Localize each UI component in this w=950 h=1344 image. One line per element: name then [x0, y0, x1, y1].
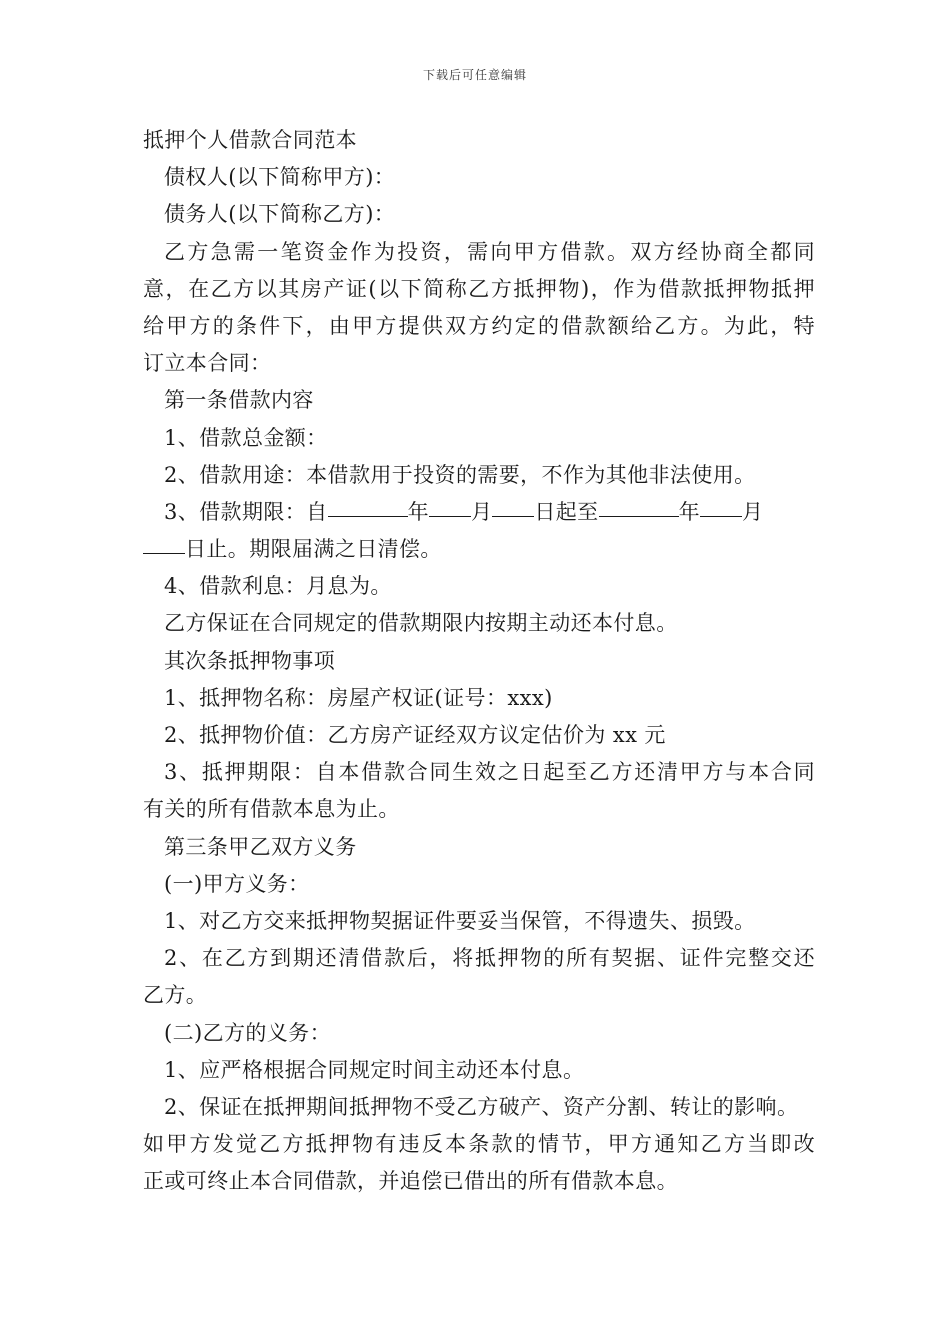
partyA-item2-line2: 乙方。: [143, 983, 208, 1008]
page-header-note: 下载后可任意编辑: [422, 68, 527, 82]
debtor-line: 债务人(以下简称乙方)：: [164, 202, 396, 227]
end-year-label: 年: [678, 499, 700, 524]
contract-title: 抵押个人借款合同范本: [143, 128, 357, 152]
partyB-item1: 1、应严格根据合同规定时间主动还本付息。: [164, 1057, 585, 1082]
article2-heading: 其次条抵押物事项: [164, 648, 336, 673]
partyB-heading: (二)乙方的义务：: [164, 1020, 331, 1045]
end-day-blank: [143, 531, 185, 554]
preamble-line-4: 订立本合同：: [143, 351, 272, 376]
start-day-blank: [492, 494, 534, 517]
partyA-item2-line1: 2、在乙方到期还清借款后，将抵押物的所有契据、证件完整交还: [164, 946, 815, 971]
contract-body: [143, 122, 815, 1200]
article1-item2: 2、借款用途：本借款用于投资的需要，不作为其他非法使用。: [164, 462, 756, 487]
loan-term-prefix: 3、借款期限：自: [164, 499, 328, 524]
start-year-label: 年: [407, 499, 429, 524]
partyB-item2-line1: 2、保证在抵押期间抵押物不受乙方破产、资产分割、转让的影响。: [164, 1094, 799, 1119]
article2-item3-line1: 3、抵押期限：自本借款合同生效之日起至乙方还清甲方与本合同: [164, 760, 815, 785]
partyB-item2-line2: 如甲方发觉乙方抵押物有违反本条款的情节，甲方通知乙方当即改: [143, 1132, 815, 1157]
preamble-line-2: 意，在乙方以其房产证(以下简称乙方抵押物)，作为借款抵押物抵押: [143, 276, 815, 301]
article2-item2: 2、抵押物价值：乙方房产证经双方议定估价为 xx 元: [164, 723, 666, 747]
start-year-blank: [328, 494, 408, 517]
article3-heading: 第三条甲乙双方义务: [164, 834, 357, 859]
start-month-blank: [429, 494, 471, 517]
start-day-label: 日起至: [534, 499, 599, 524]
article1-item3-line1: [143, 494, 815, 531]
start-month-label: 月: [470, 499, 493, 524]
preamble-line-3: 给甲方的条件下，由甲方提供双方约定的借款额给乙方。为此，特: [143, 313, 815, 338]
article1-guarantee: 乙方保证在合同规定的借款期限内按期主动还本付息。: [164, 611, 678, 636]
article1-item3-line2: [143, 531, 815, 568]
end-year-blank: [599, 494, 679, 517]
loan-term-end: 日止。期限届满之日清偿。: [185, 537, 442, 562]
partyA-item1: 1、对乙方交来抵押物契据证件要妥当保管，不得遗失、损毁。: [164, 908, 756, 933]
end-month-label: 月: [741, 499, 764, 524]
article2-item3-line2: 有关的所有借款本息为止。: [143, 797, 400, 822]
article1-item4: 4、借款利息：月息为。: [164, 574, 392, 599]
partyA-heading: (一)甲方义务：: [164, 871, 310, 896]
article1-heading: 第一条借款内容: [164, 388, 314, 413]
preamble-line-1: 乙方急需一笔资金作为投资，需向甲方借款。双方经协商全都同: [164, 239, 815, 264]
end-month-blank: [700, 494, 742, 517]
article2-item1: 1、抵押物名称：房屋产权证(证号：xxx): [164, 685, 553, 710]
article1-item1: 1、借款总金额：: [164, 425, 328, 450]
creditor-line: 债权人(以下简称甲方)：: [164, 165, 396, 190]
partyB-item2-line3: 正或可终止本合同借款，并追偿已借出的所有借款本息。: [143, 1169, 678, 1194]
